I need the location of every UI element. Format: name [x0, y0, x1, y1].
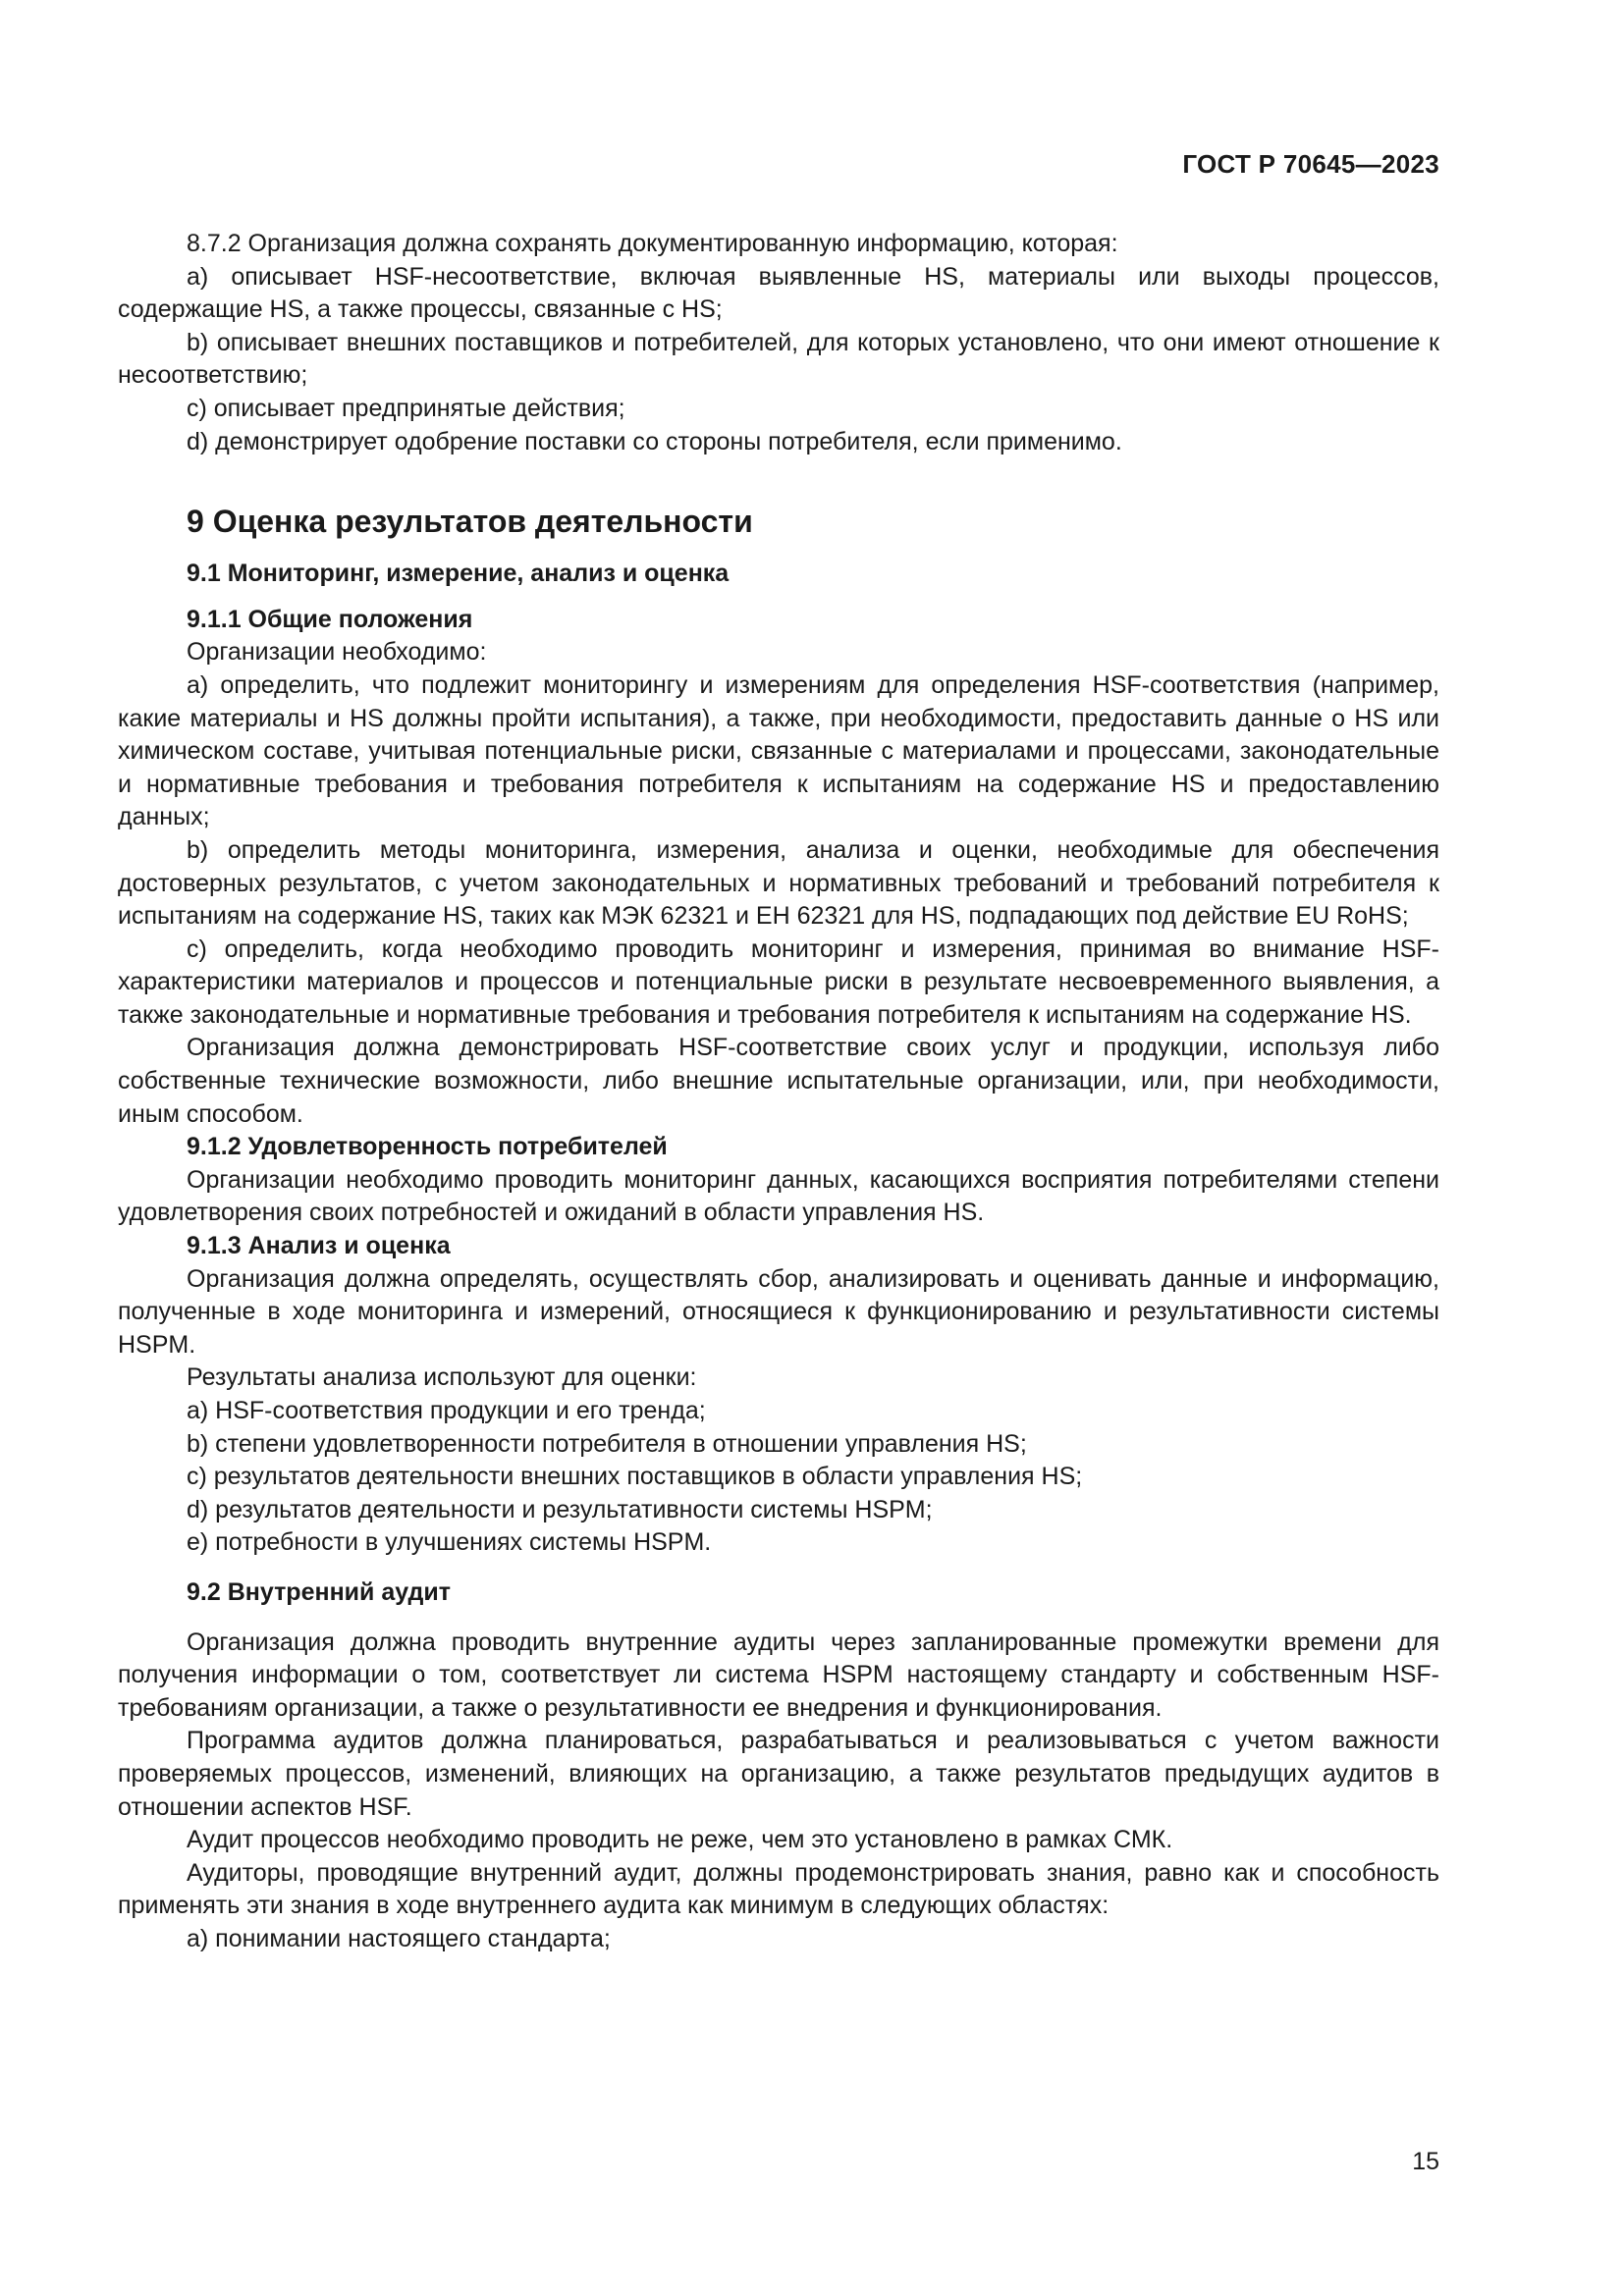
list-item-8-7-2-c: c) описывает предпринятые действия; — [187, 394, 625, 422]
paragraph-9-2-2: Программа аудитов должна планироваться, разрабатываться и реализовываться с учетом важности проверяемых процессов, изменений, влияющих на организацию, а также результатов предыдущих аудитов в отношении аспектов HSF. — [118, 1727, 1439, 1821]
section-9-1-heading: 9.1 Мониторинг, измерение, анализ и оценка — [187, 560, 730, 588]
list-item-9-1-1-b: b) определить методы мониторинга, измерения, анализа и оценки, необходимые для обеспечения достоверных результатов, с учетом законодательных и нормативных требований и требований потребителя к испытаниям на содержание HS, таких как МЭК 62321 и ЕН 62321 для HS, подпадающих под действие EU RoHS; — [118, 835, 1439, 931]
document-code-header: ГОСТ Р 70645—2023 — [1182, 149, 1439, 179]
paragraph-9-1-2-text: Организации необходимо проводить мониторинг данных, касающихся восприятия потребителями степени удовлетворения своих потребностей и ожиданий в области управления HS. — [118, 1165, 1439, 1227]
section-9-1-1-heading: 9.1.1 Общие положения — [187, 605, 473, 633]
list-item-9-1-3-c: c) результатов деятельности внешних поставщиков в области управления HS; — [187, 1463, 1083, 1491]
paragraph-8-7-2-intro: 8.7.2 Организация должна сохранять документированную информацию, которая: — [187, 230, 1118, 257]
list-item-9-1-3-d: d) результатов деятельности и результативности системы HSPM; — [187, 1495, 933, 1523]
list-item-9-1-3-e: e) потребности в улучшениях системы HSPM. — [187, 1528, 712, 1557]
page-number: 15 — [1412, 2148, 1439, 2175]
list-item-8-7-2-a: a) описывает HSF-несоответствие, включая выявленные HS, материалы или выходы процессов, содержащие HS, а также процессы, связанные с HS; — [118, 262, 1439, 324]
section-9-heading: 9 Оценка результатов деятельности — [187, 504, 753, 540]
paragraph-9-2-3: Аудит процессов необходимо проводить не реже, чем это установлено в рамках СМК. — [187, 1826, 1173, 1854]
list-item-9-1-1-a: a) определить, что подлежит мониторингу и измерениям для определения HSF-соответствия (например, какие материалы и HS должны пройти испытания), а также, при необходимости, предоставить данные о HS или химическом составе, учитывая потенциальные риски, связанные с материалами и процессами, законодательные и нормативные требования и требования потребителя к испытаниям на содержание HS и предоставлению данных; — [118, 670, 1439, 831]
paragraph-9-1-3-text: Организация должна определять, осуществлять сбор, анализировать и оценивать данные и информацию, полученные в ходе мониторинга и измерений, относящиеся к функционированию и результативности системы HSPM. — [118, 1264, 1439, 1359]
paragraph-9-1-3-intro: Результаты анализа используют для оценки: — [187, 1363, 697, 1392]
list-item-9-1-3-a: a) HSF-соответствия продукции и его тренда; — [187, 1397, 706, 1424]
paragraph-9-2-1: Организация должна проводить внутренние аудиты через запланированные промежутки времени для получения информации о том, соответствует ли система HSPM настоящему стандарту и собственным HSF-требованиям организации, а также о результативности ее внедрения и функционирования. — [118, 1628, 1439, 1722]
paragraph-9-2-4: Аудиторы, проводящие внутренний аудит, должны продемонстрировать знания, равно как и способность применять эти знания в ходе внутреннего аудита как минимум в следующих областях: — [118, 1858, 1439, 1920]
list-item-9-1-1-c: c) определить, когда необходимо проводить мониторинг и измерения, принимая во внимание HSF-характеристики материалов и процессов и потенциальные риски в результате несвоевременного выявления, а также законодательные и нормативные требования и требования потребителя к испытаниям на содержание HS. — [118, 934, 1439, 1029]
paragraph-9-1-1-intro: Организации необходимо: — [187, 638, 487, 667]
document-body — [118, 228, 1439, 1956]
paragraph-9-1-1-closing: Организация должна демонстрировать HSF-соответствие своих услуг и продукции, используя либо собственные технические возможности, либо внешние испытательные организации, или, при необходимости, иным способом. — [118, 1034, 1439, 1128]
list-item-9-2-a: а) понимании настоящего стандарта; — [187, 1924, 611, 1952]
list-item-8-7-2-b: b) описывает внешних поставщиков и потребителей, для которых установлено, что они имеют отношение к несоответствию; — [118, 328, 1439, 390]
section-9-1-2-heading: 9.1.2 Удовлетворенность потребителей — [187, 1133, 668, 1161]
section-9-2-heading: 9.2 Внутренний аудит — [187, 1577, 452, 1606]
section-9-1-3-heading: 9.1.3 Анализ и оценка — [187, 1232, 451, 1260]
list-item-8-7-2-d: d) демонстрирует одобрение поставки со стороны потребителя, если применимо. — [187, 427, 1122, 455]
list-item-9-1-3-b: b) степени удовлетворенности потребителя в отношении управления HS; — [187, 1429, 1027, 1458]
